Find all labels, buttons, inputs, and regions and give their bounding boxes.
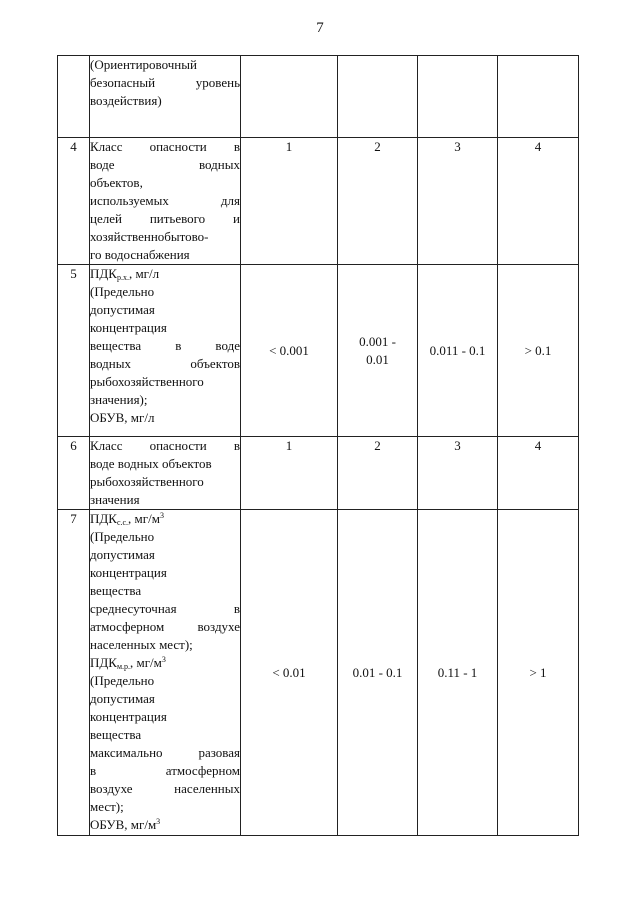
indicator-name-line (90, 210, 240, 228)
line-text: целей питьевого и (90, 211, 240, 226)
unit-text: , мг/м (128, 511, 160, 526)
line-text: (Предельно (90, 673, 155, 688)
hazard-class-3-value (418, 56, 498, 138)
indicator-name (90, 437, 241, 510)
indicator-name-line (90, 265, 240, 283)
row-number: 5 (58, 265, 90, 437)
indicator-name-line (90, 744, 240, 762)
superscript: 3 (161, 655, 166, 664)
indicator-name-line (90, 246, 240, 264)
indicator-name-line (90, 138, 240, 156)
hazard-class-1-value: < 0.001 (241, 265, 338, 437)
indicator-name-line (90, 564, 240, 582)
indicator-name-line (90, 528, 240, 546)
indicator-name-line (90, 546, 240, 564)
line-text: допустимая (90, 547, 155, 562)
indicator-name-line (90, 582, 240, 600)
hazard-class-4-value: > 0.1 (498, 265, 579, 437)
hazard-class-3-value: 0.011 - 0.1 (418, 265, 498, 437)
indicator-name-line (90, 690, 240, 708)
line-text: Класс опасности в (90, 139, 240, 154)
row-number (58, 56, 90, 138)
superscript: 3 (159, 511, 164, 520)
subscript: р.х. (116, 273, 129, 282)
row-number: 7 (58, 510, 90, 836)
line-text: вещества (90, 727, 142, 742)
superscript: 3 (156, 817, 161, 826)
indicator-name-line (90, 56, 240, 74)
line-text: допустимая (90, 691, 155, 706)
table-row (58, 138, 579, 265)
line-text: концентрация (90, 320, 167, 335)
indicator-name (90, 56, 241, 138)
indicator-name-line (90, 636, 240, 654)
hazard-class-2-value: 2 (338, 437, 418, 510)
line-text: хозяйственнобытово- (90, 229, 209, 244)
subscript: с.с. (116, 518, 129, 527)
table-row (58, 265, 579, 437)
line-text: значения (90, 492, 140, 507)
line-text: Класс опасности в (90, 438, 240, 453)
line-text: атмосферном воздухе (90, 619, 240, 634)
hazard-class-1-value: < 0.01 (241, 510, 338, 836)
indicator-name-line (90, 726, 240, 744)
indicator-name-line (90, 174, 240, 192)
indicator-name-line (90, 708, 240, 726)
line-text: максимально разовая (90, 745, 240, 760)
row-number: 6 (58, 437, 90, 510)
line-text: го водоснабжения (90, 247, 190, 262)
line-text: среднесуточная в (90, 601, 240, 616)
line-text: концентрация (90, 709, 167, 724)
line-text: населенных мест); (90, 637, 193, 652)
indicator-name (90, 138, 241, 265)
indicator-name-line (90, 510, 240, 528)
hazard-class-1-value: 1 (241, 138, 338, 265)
line-text: ПДК (90, 511, 117, 526)
line-text: ОБУВ, мг/л (90, 410, 155, 425)
line-text: воздухе населенных (90, 781, 240, 796)
indicator-name-line (90, 74, 240, 92)
indicator-name-line (90, 600, 240, 618)
line-text: (Предельно (90, 284, 155, 299)
indicator-name-line (90, 337, 240, 355)
table-row (58, 510, 579, 836)
line-text: рыбохозяйственного (90, 474, 204, 489)
line-text: ПДК (90, 266, 117, 281)
indicator-name-line (90, 780, 240, 798)
line-text: в атмосферном (90, 763, 240, 778)
indicator-name-line (90, 92, 240, 110)
subscript: м.р. (116, 662, 130, 671)
indicator-name-line (90, 816, 240, 834)
hazard-class-4-value: 4 (498, 138, 579, 265)
hazard-class-4-value (498, 56, 579, 138)
line-text: водных объектов (90, 356, 240, 371)
line-text: мест); (90, 799, 124, 814)
indicator-name-line (90, 373, 240, 391)
line-text: вещества (90, 583, 142, 598)
indicator-name-line (90, 283, 240, 301)
indicator-name-line (90, 491, 240, 509)
line-text: ПДК (90, 655, 117, 670)
hazard-class-4-value: > 1 (498, 510, 579, 836)
line-text: (Предельно (90, 529, 155, 544)
hazard-class-3-value: 0.11 - 1 (418, 510, 498, 836)
line-text: допустимая (90, 302, 155, 317)
line-text: (Ориентировочный (90, 57, 197, 72)
hazard-class-1-value: 1 (241, 437, 338, 510)
page-number: 7 (316, 20, 324, 36)
hazard-class-2-value: 2 (338, 138, 418, 265)
line-text: воздействия) (90, 93, 162, 108)
indicator-name-line (90, 672, 240, 690)
indicator-name-line (90, 409, 240, 427)
hazard-class-2-value: 0.01 - 0.1 (338, 510, 418, 836)
line-text: воде водных объектов (90, 456, 212, 471)
indicator-name-line (90, 156, 240, 174)
hazard-criteria-table (57, 55, 579, 836)
hazard-class-3-value: 3 (418, 437, 498, 510)
line-text: ОБУВ, мг/м (90, 817, 157, 832)
indicator-name-line (90, 455, 240, 473)
indicator-name-line (90, 798, 240, 816)
hazard-class-2-value: 0.001 - 0.01 (338, 265, 418, 437)
unit-text: , мг/л (128, 266, 160, 281)
indicator-name-line (90, 301, 240, 319)
line-text: концентрация (90, 565, 167, 580)
line-text: безопасный уровень (90, 75, 240, 90)
indicator-name-line (90, 319, 240, 337)
indicator-name-line (90, 192, 240, 210)
line-text: рыбохозяйственного (90, 374, 204, 389)
hazard-class-2-value (338, 56, 418, 138)
hazard-class-4-value: 4 (498, 437, 579, 510)
indicator-name (90, 265, 241, 437)
line-text: воде водных (90, 157, 240, 172)
hazard-class-1-value (241, 56, 338, 138)
indicator-name-line (90, 762, 240, 780)
indicator-name-line (90, 618, 240, 636)
table-row (58, 56, 579, 138)
line-text: вещества в воде (90, 338, 240, 353)
table-row (58, 437, 579, 510)
indicator-name-line (90, 437, 240, 455)
row-number: 4 (58, 138, 90, 265)
indicator-name-line (90, 228, 240, 246)
indicator-name-line (90, 391, 240, 409)
line-text: значения); (90, 392, 148, 407)
indicator-name-line (90, 355, 240, 373)
indicator-name-line (90, 654, 240, 672)
line-text: используемых для (90, 193, 240, 208)
hazard-class-3-value: 3 (418, 138, 498, 265)
indicator-name-line (90, 473, 240, 491)
line-text: объектов, (90, 175, 143, 190)
indicator-name (90, 510, 241, 836)
unit-text: , мг/м (130, 655, 162, 670)
